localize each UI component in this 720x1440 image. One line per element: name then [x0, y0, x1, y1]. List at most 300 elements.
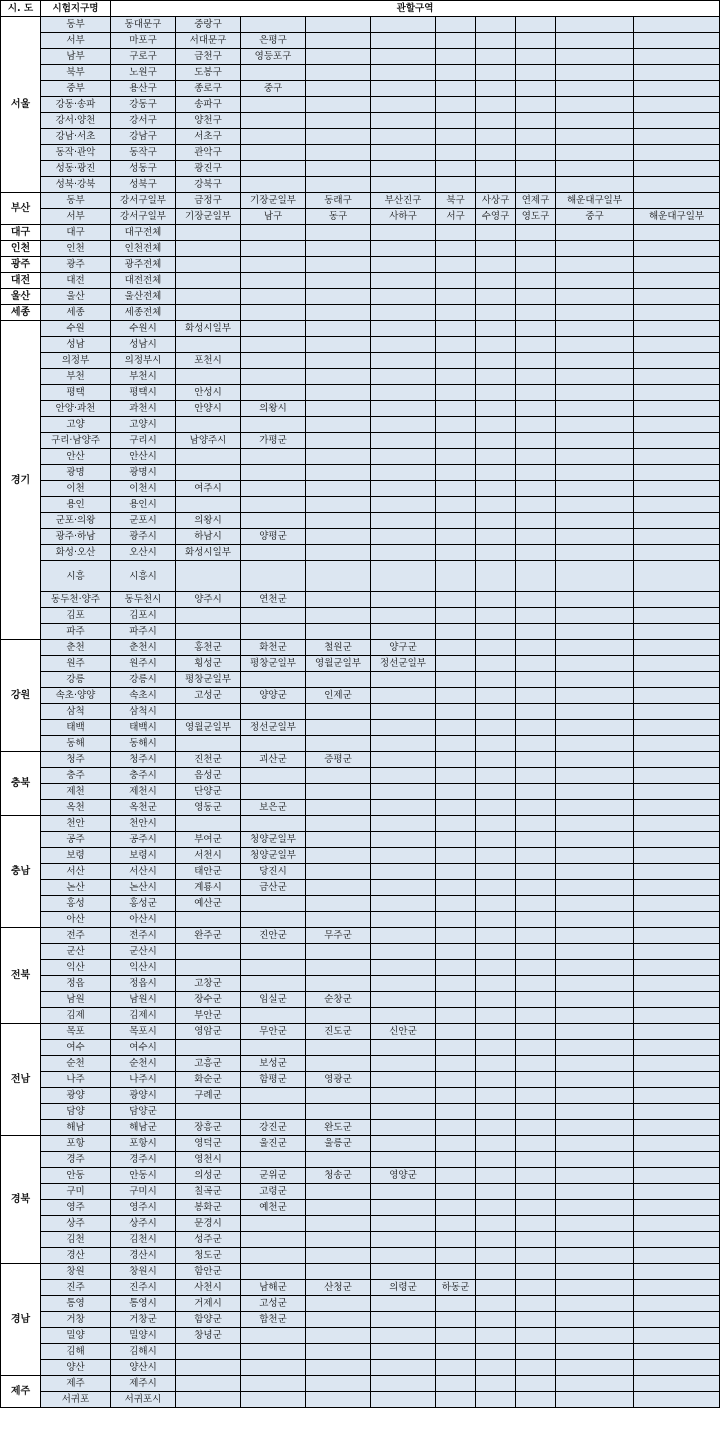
- area-cell: [306, 145, 371, 161]
- area-cell: [306, 529, 371, 545]
- area-cell: 보은군: [241, 800, 306, 816]
- area-cell: [634, 1040, 720, 1056]
- area-cell: [241, 113, 306, 129]
- center-name-cell: 경산: [41, 1248, 111, 1264]
- area-cell: [516, 768, 556, 784]
- area-cell: [436, 912, 476, 928]
- area-cell: [634, 848, 720, 864]
- area-cell: [306, 1008, 371, 1024]
- area-cell: [436, 864, 476, 880]
- region-cell: 충남: [1, 816, 41, 928]
- table-row: [1, 608, 720, 624]
- area-cell: 청송군: [306, 1168, 371, 1184]
- area-cell: [634, 832, 720, 848]
- area-cell: [516, 752, 556, 768]
- area-cell: [306, 289, 371, 305]
- area-cell: 의왕시: [176, 513, 241, 529]
- area-cell: [436, 656, 476, 672]
- area-cell: 횡성군: [176, 656, 241, 672]
- table-row: [1, 465, 720, 481]
- area-cell: [556, 912, 634, 928]
- area-cell: [634, 465, 720, 481]
- area-cell: [176, 816, 241, 832]
- area-cell: [634, 1392, 720, 1408]
- area-cell: [371, 960, 436, 976]
- table-row: [1, 1328, 720, 1344]
- area-cell: [371, 816, 436, 832]
- table-row: [1, 481, 720, 497]
- area-cell: 남구: [241, 209, 306, 225]
- area-cell: [634, 1136, 720, 1152]
- area-cell: [556, 1200, 634, 1216]
- area-cell: [371, 481, 436, 497]
- area-cell: [634, 1152, 720, 1168]
- area-cell: 강서구: [111, 113, 176, 129]
- area-cell: [634, 720, 720, 736]
- area-cell: [556, 768, 634, 784]
- area-cell: [556, 225, 634, 241]
- area-cell: [634, 976, 720, 992]
- area-cell: [306, 225, 371, 241]
- area-cell: [516, 960, 556, 976]
- area-cell: [241, 704, 306, 720]
- area-cell: [476, 912, 516, 928]
- area-cell: [241, 17, 306, 33]
- area-cell: [516, 1200, 556, 1216]
- center-name-cell: 안양·과천: [41, 401, 111, 417]
- area-cell: 철원군: [306, 640, 371, 656]
- area-cell: [516, 1216, 556, 1232]
- area-cell: [306, 177, 371, 193]
- area-cell: 송파구: [176, 97, 241, 113]
- area-cell: [634, 81, 720, 97]
- area-cell: [556, 848, 634, 864]
- area-cell: [556, 369, 634, 385]
- area-cell: [436, 848, 476, 864]
- area-cell: 포천시: [176, 353, 241, 369]
- area-cell: 성북구: [111, 177, 176, 193]
- header-row: [1, 1, 720, 17]
- area-cell: [241, 1248, 306, 1264]
- area-cell: [371, 1360, 436, 1376]
- area-cell: [516, 1008, 556, 1024]
- table-row: [1, 672, 720, 688]
- area-cell: 마포구: [111, 33, 176, 49]
- area-cell: [436, 417, 476, 433]
- center-name-cell: 동해: [41, 736, 111, 752]
- area-cell: [436, 992, 476, 1008]
- center-name-cell: 안산: [41, 449, 111, 465]
- area-cell: [436, 672, 476, 688]
- center-name-cell: 강동·송파: [41, 97, 111, 113]
- center-name-cell: 이천: [41, 481, 111, 497]
- area-cell: [556, 1024, 634, 1040]
- table-row: [1, 1200, 720, 1216]
- area-cell: 칠곡군: [176, 1184, 241, 1200]
- area-cell: [556, 592, 634, 608]
- area-cell: [556, 289, 634, 305]
- area-cell: [516, 529, 556, 545]
- area-cell: 여주시: [176, 481, 241, 497]
- area-cell: 제주시: [111, 1376, 176, 1392]
- area-cell: 강서구일부: [111, 209, 176, 225]
- area-cell: [241, 225, 306, 241]
- table-row: [1, 1216, 720, 1232]
- area-cell: [634, 1008, 720, 1024]
- area-cell: [176, 608, 241, 624]
- area-cell: [176, 417, 241, 433]
- table-row: [1, 1120, 720, 1136]
- area-cell: [241, 1264, 306, 1280]
- area-cell: 화순군: [176, 1072, 241, 1088]
- table-row: [1, 720, 720, 736]
- area-cell: [436, 608, 476, 624]
- area-cell: [436, 497, 476, 513]
- region-cell: 세종: [1, 305, 41, 321]
- area-cell: [634, 145, 720, 161]
- area-cell: [556, 816, 634, 832]
- area-cell: [436, 880, 476, 896]
- area-cell: [516, 1328, 556, 1344]
- area-cell: [516, 1072, 556, 1088]
- area-cell: [634, 161, 720, 177]
- area-cell: [176, 704, 241, 720]
- table-row: [1, 688, 720, 704]
- center-name-cell: 광명: [41, 465, 111, 481]
- area-cell: 평창군일부: [176, 672, 241, 688]
- area-cell: [241, 257, 306, 273]
- area-cell: [556, 784, 634, 800]
- area-cell: [241, 337, 306, 353]
- area-cell: [371, 177, 436, 193]
- area-cell: 서구: [436, 209, 476, 225]
- area-cell: [476, 704, 516, 720]
- area-cell: [516, 880, 556, 896]
- area-cell: [516, 624, 556, 640]
- area-cell: 중구: [241, 81, 306, 97]
- table-row: [1, 1184, 720, 1200]
- area-cell: [436, 1376, 476, 1392]
- area-cell: [556, 704, 634, 720]
- area-cell: [436, 305, 476, 321]
- area-cell: [371, 704, 436, 720]
- area-cell: 서귀포시: [111, 1392, 176, 1408]
- area-cell: [516, 401, 556, 417]
- area-cell: 제천시: [111, 784, 176, 800]
- area-cell: [634, 1120, 720, 1136]
- area-cell: [516, 449, 556, 465]
- area-cell: [634, 385, 720, 401]
- area-cell: [371, 1184, 436, 1200]
- table-row: [1, 1072, 720, 1088]
- area-cell: [371, 561, 436, 592]
- area-cell: [516, 1248, 556, 1264]
- area-cell: [436, 1088, 476, 1104]
- area-cell: [476, 401, 516, 417]
- area-cell: 창녕군: [176, 1328, 241, 1344]
- area-cell: 영동군: [176, 800, 241, 816]
- table-row: [1, 656, 720, 672]
- area-cell: [556, 608, 634, 624]
- table-row: [1, 401, 720, 417]
- area-cell: [556, 449, 634, 465]
- center-name-cell: 서산: [41, 864, 111, 880]
- area-cell: [371, 433, 436, 449]
- area-cell: [476, 17, 516, 33]
- area-cell: 춘천시: [111, 640, 176, 656]
- table-row: [1, 209, 720, 225]
- area-cell: [516, 257, 556, 273]
- area-cell: [436, 1200, 476, 1216]
- area-cell: [476, 257, 516, 273]
- area-cell: 순창군: [306, 992, 371, 1008]
- area-cell: [516, 65, 556, 81]
- area-cell: [476, 465, 516, 481]
- area-cell: [436, 1152, 476, 1168]
- area-cell: [634, 337, 720, 353]
- area-cell: [476, 497, 516, 513]
- area-cell: [516, 81, 556, 97]
- area-cell: [241, 896, 306, 912]
- area-cell: 계룡시: [176, 880, 241, 896]
- area-cell: 괴산군: [241, 752, 306, 768]
- area-cell: [476, 672, 516, 688]
- area-cell: [436, 65, 476, 81]
- area-cell: 화성시일부: [176, 321, 241, 337]
- area-cell: 영주시: [111, 1200, 176, 1216]
- area-cell: [306, 1328, 371, 1344]
- center-name-cell: 밀양: [41, 1328, 111, 1344]
- table-row: [1, 497, 720, 513]
- area-cell: 합천군: [241, 1312, 306, 1328]
- center-name-cell: 통영: [41, 1296, 111, 1312]
- area-cell: 강남구: [111, 129, 176, 145]
- area-cell: 군산시: [111, 944, 176, 960]
- area-cell: [476, 1088, 516, 1104]
- area-cell: 영암군: [176, 1024, 241, 1040]
- area-cell: [476, 321, 516, 337]
- area-cell: [634, 369, 720, 385]
- table-row: [1, 33, 720, 49]
- area-cell: [176, 1392, 241, 1408]
- area-cell: [371, 305, 436, 321]
- area-cell: [176, 465, 241, 481]
- center-name-cell: 옥천: [41, 800, 111, 816]
- area-cell: [306, 1200, 371, 1216]
- center-name-cell: 강남·서초: [41, 129, 111, 145]
- area-cell: [306, 49, 371, 65]
- area-cell: [306, 65, 371, 81]
- area-cell: [556, 1312, 634, 1328]
- center-name-cell: 울산: [41, 289, 111, 305]
- area-cell: [436, 433, 476, 449]
- area-cell: [556, 1280, 634, 1296]
- area-cell: [176, 1360, 241, 1376]
- area-cell: [556, 401, 634, 417]
- area-cell: 완주군: [176, 928, 241, 944]
- area-cell: [516, 592, 556, 608]
- area-cell: [306, 624, 371, 640]
- center-name-cell: 원주: [41, 656, 111, 672]
- area-cell: [476, 305, 516, 321]
- area-cell: [176, 289, 241, 305]
- area-cell: [634, 928, 720, 944]
- area-cell: 무안군: [241, 1024, 306, 1040]
- area-cell: [306, 848, 371, 864]
- center-name-cell: 태백: [41, 720, 111, 736]
- center-name-cell: 군산: [41, 944, 111, 960]
- area-cell: 천안시: [111, 816, 176, 832]
- area-cell: [476, 225, 516, 241]
- area-cell: [556, 1376, 634, 1392]
- area-cell: 삼척시: [111, 704, 176, 720]
- area-cell: [516, 976, 556, 992]
- area-cell: 완도군: [306, 1120, 371, 1136]
- area-cell: 화천군: [241, 640, 306, 656]
- area-cell: [306, 353, 371, 369]
- area-cell: [634, 800, 720, 816]
- area-cell: [436, 1104, 476, 1120]
- area-cell: [371, 768, 436, 784]
- area-cell: 영덕군: [176, 1136, 241, 1152]
- area-cell: [476, 1312, 516, 1328]
- area-cell: [556, 273, 634, 289]
- area-cell: [476, 1072, 516, 1088]
- area-cell: [476, 608, 516, 624]
- area-cell: [436, 944, 476, 960]
- area-cell: [634, 640, 720, 656]
- area-cell: [436, 752, 476, 768]
- area-cell: [371, 672, 436, 688]
- area-cell: [634, 592, 720, 608]
- area-cell: [241, 417, 306, 433]
- area-cell: 종로구: [176, 81, 241, 97]
- area-cell: [634, 896, 720, 912]
- area-cell: 노원구: [111, 65, 176, 81]
- area-cell: [176, 1376, 241, 1392]
- area-cell: 의성군: [176, 1168, 241, 1184]
- area-cell: [241, 736, 306, 752]
- area-cell: [306, 1232, 371, 1248]
- area-cell: [476, 1104, 516, 1120]
- area-cell: [241, 784, 306, 800]
- area-cell: 홍성군: [111, 896, 176, 912]
- area-cell: 속초시: [111, 688, 176, 704]
- table-row: [1, 768, 720, 784]
- region-cell: 대구: [1, 225, 41, 241]
- table-row: [1, 1232, 720, 1248]
- area-cell: [634, 608, 720, 624]
- area-cell: [436, 1392, 476, 1408]
- area-cell: [371, 1088, 436, 1104]
- area-cell: 태백시: [111, 720, 176, 736]
- area-cell: [436, 545, 476, 561]
- area-cell: [476, 1184, 516, 1200]
- center-name-cell: 정읍: [41, 976, 111, 992]
- area-cell: [436, 337, 476, 353]
- area-cell: [634, 752, 720, 768]
- area-cell: [436, 289, 476, 305]
- area-cell: [476, 944, 516, 960]
- area-cell: [556, 1360, 634, 1376]
- area-cell: [516, 145, 556, 161]
- area-cell: [556, 97, 634, 113]
- area-cell: [516, 497, 556, 513]
- table-row: [1, 129, 720, 145]
- area-cell: [371, 81, 436, 97]
- area-cell: [476, 816, 516, 832]
- center-name-cell: 서부: [41, 209, 111, 225]
- area-cell: [634, 417, 720, 433]
- area-cell: [556, 960, 634, 976]
- area-cell: [241, 1232, 306, 1248]
- area-cell: [306, 1056, 371, 1072]
- table-row: [1, 433, 720, 449]
- area-cell: [476, 1056, 516, 1072]
- center-name-cell: 서귀포: [41, 1392, 111, 1408]
- table-row: [1, 113, 720, 129]
- area-cell: [556, 1040, 634, 1056]
- area-cell: [516, 161, 556, 177]
- area-cell: [634, 241, 720, 257]
- table-row: [1, 17, 720, 33]
- area-cell: [634, 1232, 720, 1248]
- table-row: [1, 513, 720, 529]
- center-name-cell: 광양: [41, 1088, 111, 1104]
- area-cell: [436, 401, 476, 417]
- area-cell: 광명시: [111, 465, 176, 481]
- area-cell: [371, 161, 436, 177]
- table-row: [1, 193, 720, 209]
- area-cell: [436, 720, 476, 736]
- area-cell: [306, 369, 371, 385]
- center-name-cell: 제주: [41, 1376, 111, 1392]
- area-cell: 정읍시: [111, 976, 176, 992]
- area-cell: [476, 976, 516, 992]
- header-sido: 시. 도: [1, 1, 41, 17]
- area-cell: [556, 640, 634, 656]
- area-cell: [436, 33, 476, 49]
- table-row: [1, 177, 720, 193]
- area-cell: 서대문구: [176, 33, 241, 49]
- center-name-cell: 김제: [41, 1008, 111, 1024]
- area-cell: 연제구: [516, 193, 556, 209]
- area-cell: [516, 1376, 556, 1392]
- area-cell: [556, 417, 634, 433]
- area-cell: [371, 608, 436, 624]
- area-cell: [516, 561, 556, 592]
- area-cell: [516, 129, 556, 145]
- area-cell: 평택시: [111, 385, 176, 401]
- area-cell: [306, 976, 371, 992]
- area-cell: [634, 545, 720, 561]
- area-cell: [634, 401, 720, 417]
- area-cell: 안산시: [111, 449, 176, 465]
- area-cell: [634, 864, 720, 880]
- area-cell: [241, 145, 306, 161]
- area-cell: 은평구: [241, 33, 306, 49]
- center-name-cell: 시흥: [41, 561, 111, 592]
- area-cell: 거창군: [111, 1312, 176, 1328]
- area-cell: 대구전체: [111, 225, 176, 241]
- area-cell: 시흥시: [111, 561, 176, 592]
- table-row: [1, 848, 720, 864]
- area-cell: [306, 1104, 371, 1120]
- area-cell: 인제군: [306, 688, 371, 704]
- area-cell: [241, 97, 306, 113]
- area-cell: [371, 1104, 436, 1120]
- area-cell: 동해시: [111, 736, 176, 752]
